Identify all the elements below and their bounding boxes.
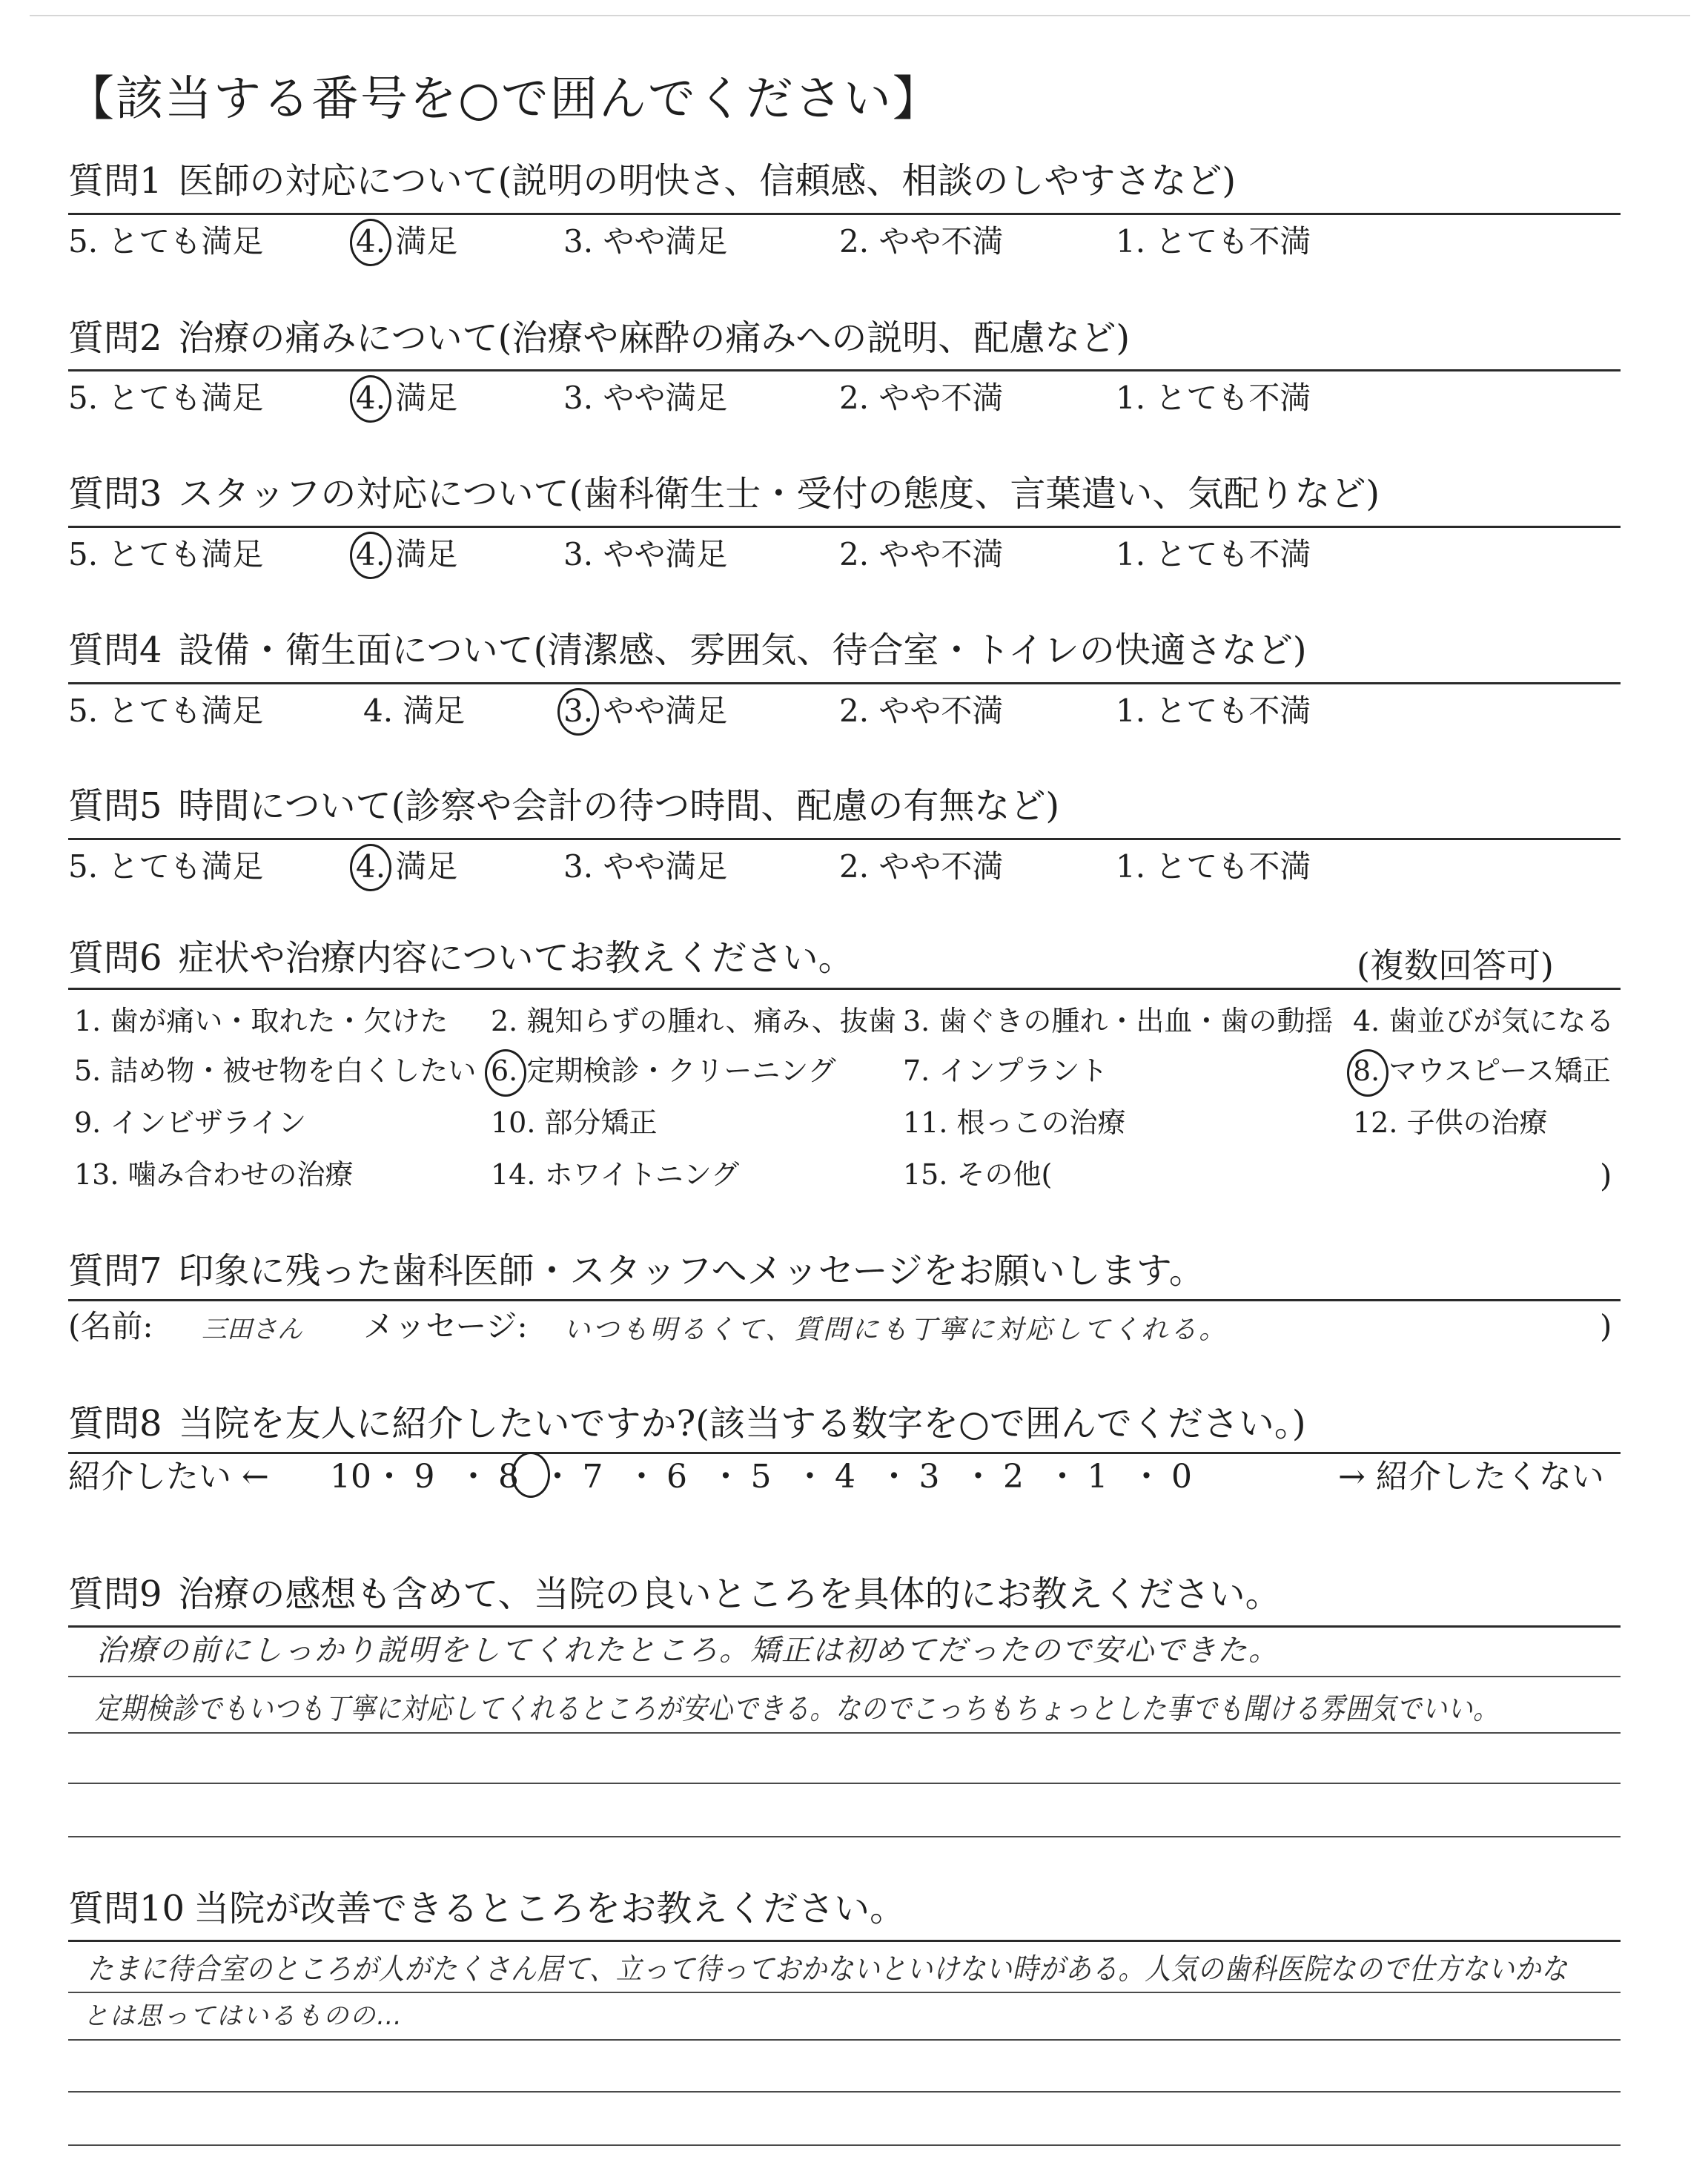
answer-line xyxy=(68,1783,1621,1784)
q3-option-3[interactable]: 3. やや満足 xyxy=(563,536,728,572)
q6-item-7[interactable]: 7. インプラント xyxy=(903,1054,1108,1087)
q6-item-11[interactable]: 11. 根っこの治療 xyxy=(903,1106,1126,1139)
multi-answer-note: (複数回答可) xyxy=(1357,945,1554,985)
selected-score-circle xyxy=(512,1452,550,1498)
question-text: 症状や治療内容についてお教えください。 xyxy=(178,937,854,979)
q6-item-14[interactable]: 14. ホワイトニング xyxy=(491,1158,740,1191)
q5-option-4[interactable]: 4. 満足 xyxy=(356,848,458,885)
q4-option-2[interactable]: 2. やや不満 xyxy=(839,693,1004,729)
q1-option-2[interactable]: 2. やや不満 xyxy=(839,223,1004,260)
q10-answer-line-2[interactable]: とは思ってはいるものの… xyxy=(83,2001,403,2031)
q6-item-15[interactable]: 15. その他( xyxy=(903,1158,1053,1191)
q4-option-3[interactable]: 3. やや満足 xyxy=(563,693,728,729)
message-close-paren: ) xyxy=(1600,1308,1612,1344)
question-label: 質問8 xyxy=(68,1403,162,1444)
question-text: 当院を友人に紹介したいですか?(該当する数字を○で囲んでください。) xyxy=(178,1403,1306,1444)
question-10 xyxy=(68,1888,906,1929)
answer-line xyxy=(68,2091,1621,2093)
page-title: 【該当する番号を○で囲んでください】 xyxy=(67,72,941,127)
q5-option-1[interactable]: 1. とても不満 xyxy=(1116,848,1311,885)
name-value[interactable]: 三田さん xyxy=(202,1315,302,1344)
q2-option-1[interactable]: 1. とても不満 xyxy=(1116,380,1311,416)
q6-item-4[interactable]: 4. 歯並びが気になる xyxy=(1353,1005,1615,1037)
scan-edge xyxy=(30,15,1690,16)
question-5 xyxy=(68,785,1060,827)
score-3[interactable]: 3 xyxy=(918,1458,940,1496)
divider xyxy=(68,1940,1621,1942)
divider xyxy=(68,526,1621,528)
question-9 xyxy=(68,1573,1281,1615)
question-1 xyxy=(68,160,1237,202)
other-close-paren: ) xyxy=(1600,1157,1612,1194)
question-2 xyxy=(68,317,1131,359)
answer-line xyxy=(68,2039,1621,2041)
question-text: スタッフの対応について(歯科衛生士・受付の態度、言葉遣い、気配りなど) xyxy=(178,473,1380,515)
question-text: 時間について(診察や会計の待つ時間、配慮の有無など) xyxy=(178,785,1060,827)
score-7[interactable]: 7 xyxy=(582,1458,603,1496)
q2-option-4[interactable]: 4. 満足 xyxy=(356,380,458,416)
q6-item-3[interactable]: 3. 歯ぐきの腫れ・出血・歯の動揺 xyxy=(903,1005,1334,1037)
q9-answer-line-1[interactable]: 治療の前にしっかり説明をしてくれたところ。矯正は初めてだったので安心できた。 xyxy=(96,1634,1280,1668)
q3-option-5[interactable]: 5. とても満足 xyxy=(68,536,264,572)
question-label: 質問4 xyxy=(68,630,162,671)
name-label: (名前: xyxy=(68,1308,153,1344)
score-9[interactable]: 9 xyxy=(414,1458,435,1496)
q3-option-1[interactable]: 1. とても不満 xyxy=(1116,536,1311,572)
q1-option-3[interactable]: 3. やや満足 xyxy=(563,223,728,260)
answer-line xyxy=(68,1676,1621,1677)
answer-line xyxy=(68,1732,1621,1734)
q6-item-2[interactable]: 2. 親知らずの腫れ、痛み、抜歯 xyxy=(491,1005,896,1037)
question-8 xyxy=(68,1403,1306,1444)
question-4 xyxy=(68,630,1307,671)
message-value[interactable]: いつも明るくて、質問にも丁寧に対応してくれる。 xyxy=(563,1315,1228,1345)
q4-option-1[interactable]: 1. とても不満 xyxy=(1116,693,1311,729)
question-text: 治療の感想も含めて、当院の良いところを具体的にお教えください。 xyxy=(178,1573,1281,1615)
q5-option-2[interactable]: 2. やや不満 xyxy=(839,848,1004,885)
question-label: 質問7 xyxy=(68,1250,162,1292)
score-0[interactable]: 0 xyxy=(1171,1458,1192,1496)
q1-option-1[interactable]: 1. とても不満 xyxy=(1116,223,1311,260)
question-label: 質問1 xyxy=(68,160,162,202)
question-label: 質問10 xyxy=(68,1888,185,1929)
score-separator: ・ xyxy=(373,1458,406,1496)
q6-item-12[interactable]: 12. 子供の治療 xyxy=(1353,1106,1548,1139)
question-text: 治療の痛みについて(治療や麻酔の痛みへの説明、配慮など) xyxy=(178,317,1131,359)
score-separator: ・ xyxy=(457,1458,490,1496)
q5-option-5[interactable]: 5. とても満足 xyxy=(68,848,264,885)
divider xyxy=(68,369,1621,371)
score-4[interactable]: 4 xyxy=(835,1458,855,1496)
recommend-right-label: → 紹介したくない xyxy=(1338,1458,1604,1496)
q6-item-9[interactable]: 9. インビザライン xyxy=(74,1106,307,1139)
divider xyxy=(68,1452,1621,1454)
score-separator: ・ xyxy=(709,1458,742,1496)
divider xyxy=(68,1299,1621,1301)
score-separator: ・ xyxy=(878,1458,910,1496)
q2-option-5[interactable]: 5. とても満足 xyxy=(68,380,264,416)
message-label: メッセージ: xyxy=(363,1308,528,1344)
divider xyxy=(68,838,1621,840)
score-separator: ・ xyxy=(1046,1458,1079,1496)
divider xyxy=(68,1625,1621,1628)
q3-option-2[interactable]: 2. やや不満 xyxy=(839,536,1004,572)
q1-option-4[interactable]: 4. 満足 xyxy=(356,223,458,260)
score-separator: ・ xyxy=(961,1458,995,1496)
q4-option-4[interactable]: 4. 満足 xyxy=(363,693,466,729)
question-label: 質問9 xyxy=(68,1573,162,1615)
q6-item-5[interactable]: 5. 詰め物・被せ物を白くしたい xyxy=(74,1054,477,1087)
score-separator: ・ xyxy=(625,1458,658,1496)
question-text: 設備・衛生面について(清潔感、雰囲気、待合室・トイレの快適さなど) xyxy=(178,630,1307,671)
q9-answer-line-2[interactable]: 定期検診でもいつも丁寧に対応してくれるところが安心できる。なのでこっちもちょっとした事でも聞ける雰囲気でいい。 xyxy=(95,1692,1499,1726)
q2-option-3[interactable]: 3. やや満足 xyxy=(563,380,728,416)
q6-item-10[interactable]: 10. 部分矯正 xyxy=(491,1106,658,1139)
question-label: 質問2 xyxy=(68,317,162,359)
score-8[interactable]: 8 xyxy=(498,1458,519,1496)
question-text: 医師の対応について(説明の明快さ、信頼感、相談のしやすさなど) xyxy=(178,160,1237,202)
score-1[interactable]: 1 xyxy=(1087,1458,1108,1496)
score-6[interactable]: 6 xyxy=(666,1458,687,1496)
question-text: 印象に残った歯科医師・スタッフへメッセージをお願いします。 xyxy=(178,1250,1205,1292)
question-3 xyxy=(68,473,1380,515)
question-6 xyxy=(68,937,854,979)
q3-option-4[interactable]: 4. 満足 xyxy=(356,536,458,572)
score-5[interactable]: 5 xyxy=(750,1458,772,1496)
question-label: 質問6 xyxy=(68,937,162,979)
q6-item-1[interactable]: 1. 歯が痛い・取れた・欠けた xyxy=(74,1005,448,1037)
question-label: 質問5 xyxy=(68,785,162,827)
score-separator: ・ xyxy=(1130,1458,1163,1496)
answer-line xyxy=(68,1992,1621,1993)
question-text: 当院が改善できるところをお教えください。 xyxy=(193,1888,906,1929)
q4-option-5[interactable]: 5. とても満足 xyxy=(68,693,264,729)
question-label: 質問3 xyxy=(68,473,162,515)
answer-line xyxy=(68,1836,1621,1837)
divider xyxy=(68,988,1621,990)
score-separator: ・ xyxy=(793,1458,827,1496)
score-2[interactable]: 2 xyxy=(1003,1458,1024,1496)
q10-answer-line-1[interactable]: たまに待合室のところが人がたくさん居て、立って待っておかないといけない時がある。人気の歯科医院なので仕方ないかな xyxy=(87,1952,1568,1986)
q6-item-13[interactable]: 13. 噛み合わせの治療 xyxy=(74,1158,354,1191)
q1-option-5[interactable]: 5. とても満足 xyxy=(68,223,264,260)
recommend-left-label: 紹介したい ← xyxy=(68,1458,269,1496)
question-7 xyxy=(68,1250,1205,1292)
divider xyxy=(68,682,1621,684)
q5-option-3[interactable]: 3. やや満足 xyxy=(563,848,728,885)
q6-item-8[interactable]: 8. マウスピース矯正 xyxy=(1353,1054,1611,1087)
score-separator: ・ xyxy=(541,1458,574,1496)
score-10[interactable]: 10 xyxy=(330,1458,371,1496)
divider xyxy=(68,213,1621,215)
q2-option-2[interactable]: 2. やや不満 xyxy=(839,380,1004,416)
q6-item-6[interactable]: 6. 定期検診・クリーニング xyxy=(491,1054,836,1087)
answer-line xyxy=(68,2144,1621,2146)
